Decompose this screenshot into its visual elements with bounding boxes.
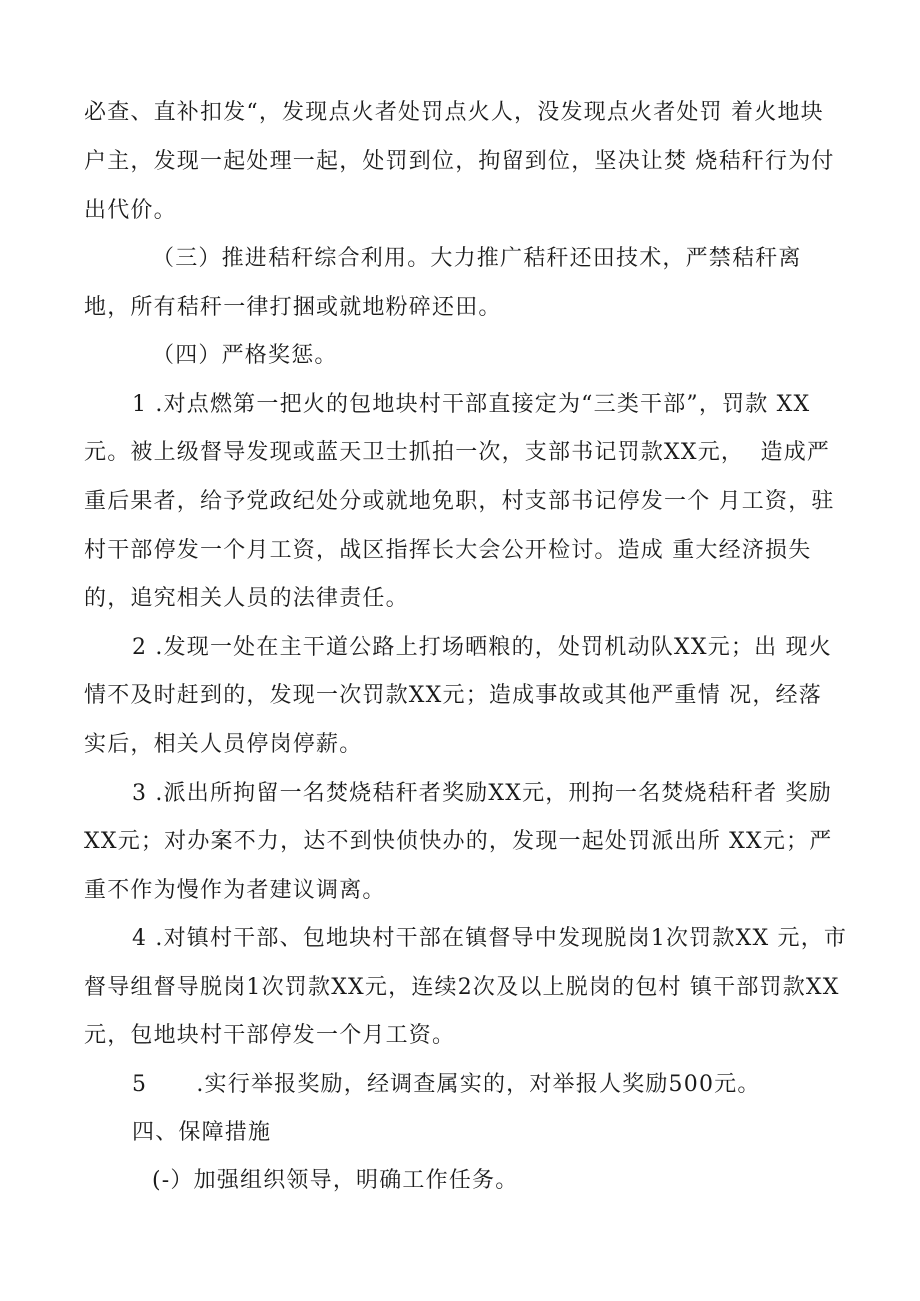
section-heading: 四、保障措施 [132,1120,272,1145]
text-line: 必查、直补扣发“，发现点火者处罚点火人，没发现点火者处罚 着火地块 [84,100,824,125]
text-line: 重后果者，给予党政纪处分或就地免职，村支部书记停发一个 月工资，驻 [84,489,835,514]
text-line: 2 .发现一处在主干道公路上打场晒粮的，处罚机动队XX元；出 现火 [132,635,832,660]
text-line: 5 .实行举报奖励，经调查属实的，对举报人奖励500元。 [132,1072,761,1097]
text-line: （三）推进秸秆综合利用。大力推广秸秆还田技术，严禁秸秆离 [152,246,802,271]
subsection-heading: (-）加强组织领导，明确工作任务。 [152,1168,519,1193]
text-line: 地，所有秸秆一律打捆或就地粉碎还田。 [84,295,502,320]
section-heading: （四）严格奖惩。 [152,343,338,368]
text-line: 重不作为慢作为者建议调离。 [84,878,386,903]
text-line: 户主，发现一起处理一起，处罚到位，拘留到位，坚决让焚 烧秸秆行为付 [84,149,835,174]
text-line: 元，包地块村干部停发一个月工资。 [84,1023,456,1048]
text-line: 村干部停发一个月工资，战区指挥长大会公开检讨。造成 重大经济损失 [84,538,812,563]
text-line: 实后，相关人员停岗停薪。 [84,732,363,757]
text-line: 情不及时赶到的，发现一次罚款XX元；造成事故或其他严重情 况，经落 [84,683,822,708]
text-line: 1 .对点燃第一把火的包地块村干部直接定为“三类干部”，罚款 XX [132,392,811,417]
text-line: 4 .对镇村干部、包地块村干部在镇督导中发现脱岗1次罚款XX 元，市 [132,926,848,951]
text-line: XX元；对办案不力，达不到快侦快办的，发现一起处罚派出所 XX元；严 [84,829,833,854]
text-line: 出代价。 [84,198,177,223]
text-line: 元。被上级督导发现或蓝天卫士抓拍一次，支部书记罚款XX元， 造成严 [84,440,831,465]
text-line: 督导组督导脱岗1次罚款XX元，连续2次及以上脱岗的包村 镇干部罚款XX [84,975,840,1000]
text-line: 3 .派出所拘留一名焚烧秸秆者奖励XX元，刑拘一名焚烧秸秆者 奖励 [132,781,832,806]
text-line: 的，追究相关人员的法律责任。 [84,586,409,611]
